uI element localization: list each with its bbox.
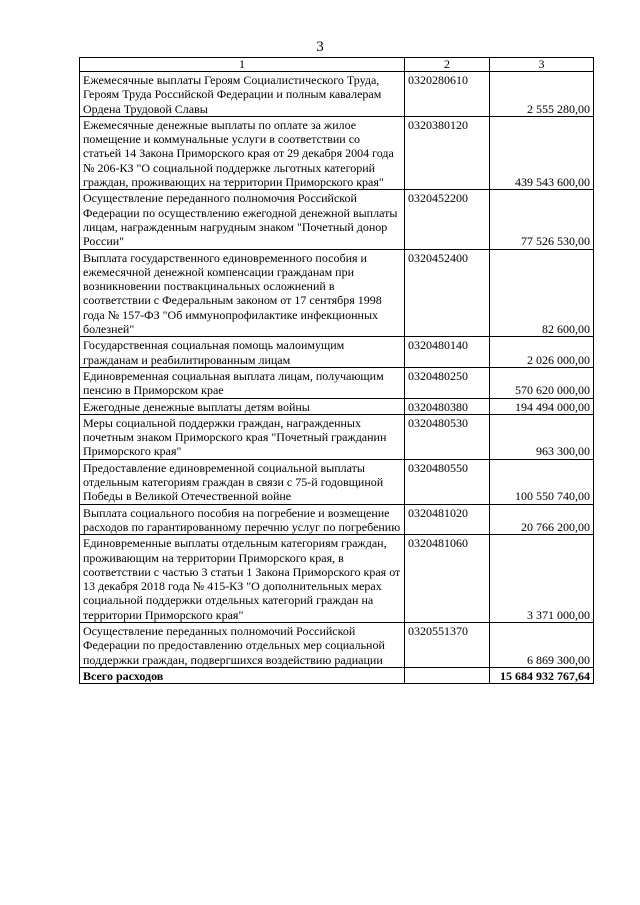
row-name: Ежегодные денежные выплаты детям войны [80,398,405,414]
row-code: 0320380120 [405,116,490,189]
table-row [80,116,594,189]
table-row [80,459,594,504]
total-row [80,667,594,683]
row-amount: 6 869 300,00 [490,622,594,667]
row-amount: 3 371 000,00 [490,535,594,623]
page-number: 3 [316,39,324,55]
total-label: Всего расходов [80,667,405,683]
row-code: 0320480140 [405,337,490,368]
row-code: 0320480550 [405,459,490,504]
table-row [80,504,594,535]
header-col-3: 3 [490,58,594,72]
row-amount: 963 300,00 [490,414,594,459]
row-name: Ежемесячные выплаты Героям Социалистического Труда, Героям Труда Российской Федерации и полным кавалерам Ордена Трудовой Славы [80,72,405,117]
row-name: Государственная социальная помощь малоимущим гражданам и реабилитированным лицам [80,337,405,368]
budget-table [79,57,594,684]
table-row [80,398,594,414]
row-amount: 82 600,00 [490,249,594,337]
table-row [80,337,594,368]
row-code: 0320481060 [405,535,490,623]
row-code: 0320452400 [405,249,490,337]
row-code: 0320480380 [405,398,490,414]
table-row [80,535,594,623]
header-col-1: 1 [80,58,405,72]
row-amount: 2 555 280,00 [490,72,594,117]
row-code: 0320452200 [405,190,490,249]
row-name: Выплата социального пособия на погребение и возмещение расходов по гарантированному перечню услуг по погребению [80,504,405,535]
row-code: 0320480250 [405,367,490,398]
row-amount: 439 543 600,00 [490,116,594,189]
row-name: Выплата государственного единовременного пособия и ежемесячной денежной компенсации гражданам при возникновении поствакцинальных осложнений в соответствии с Федеральным законом от 17 сентября 1998 года № 157-ФЗ "Об иммунопрофилактике инфекционных болезней" [80,249,405,337]
header-col-2: 2 [405,58,490,72]
total-code-empty [405,667,490,683]
table-row [80,190,594,249]
table-row [80,249,594,337]
table-row [80,622,594,667]
row-name: Единовременные выплаты отдельным категориям граждан, проживающим на территории Приморского края, в соответствии с частью 3 статьи 1 Закона Приморского края от 13 декабря 2018 года № 415-КЗ "О дополнительных мерах социальной поддержки отдельных категорий граждан на территории Приморского края" [80,535,405,623]
row-amount: 2 026 000,00 [490,337,594,368]
total-amount: 15 684 932 767,64 [490,667,594,683]
row-code: 0320551370 [405,622,490,667]
row-name: Меры социальной поддержки граждан, награжденных почетным знаком Приморского края "Почетный гражданин Приморского края" [80,414,405,459]
row-amount: 100 550 740,00 [490,459,594,504]
table-header-row [80,58,594,72]
table-row [80,72,594,117]
row-name: Осуществление переданных полномочий Российской Федерации по предоставлению отдельных мер социальной поддержки граждан, подвергшихся воздействию радиации [80,622,405,667]
row-name: Единовременная социальная выплата лицам, получающим пенсию в Приморском крае [80,367,405,398]
row-name: Осуществление переданного полномочия Российской Федерации по осуществлению ежегодной денежной выплаты лицам, награжденным нагрудным знаком "Почетный донор России" [80,190,405,249]
table-row [80,367,594,398]
row-code: 0320280610 [405,72,490,117]
row-code: 0320481020 [405,504,490,535]
row-amount: 194 494 000,00 [490,398,594,414]
row-amount: 20 766 200,00 [490,504,594,535]
row-amount: 570 620 000,00 [490,367,594,398]
row-code: 0320480530 [405,414,490,459]
table-row [80,414,594,459]
row-amount: 77 526 530,00 [490,190,594,249]
row-name: Ежемесячные денежные выплаты по оплате за жилое помещение и коммунальные услуги в соответствии со статьей 14 Закона Приморского края от 29 декабря 2004 года № 206-КЗ "О социальной поддержке льготных категорий граждан, проживающих на территории Приморского края" [80,116,405,189]
row-name: Предоставление единовременной социальной выплаты отдельным категориям граждан в связи с 75-й годовщиной Победы в Великой Отечественной войне [80,459,405,504]
